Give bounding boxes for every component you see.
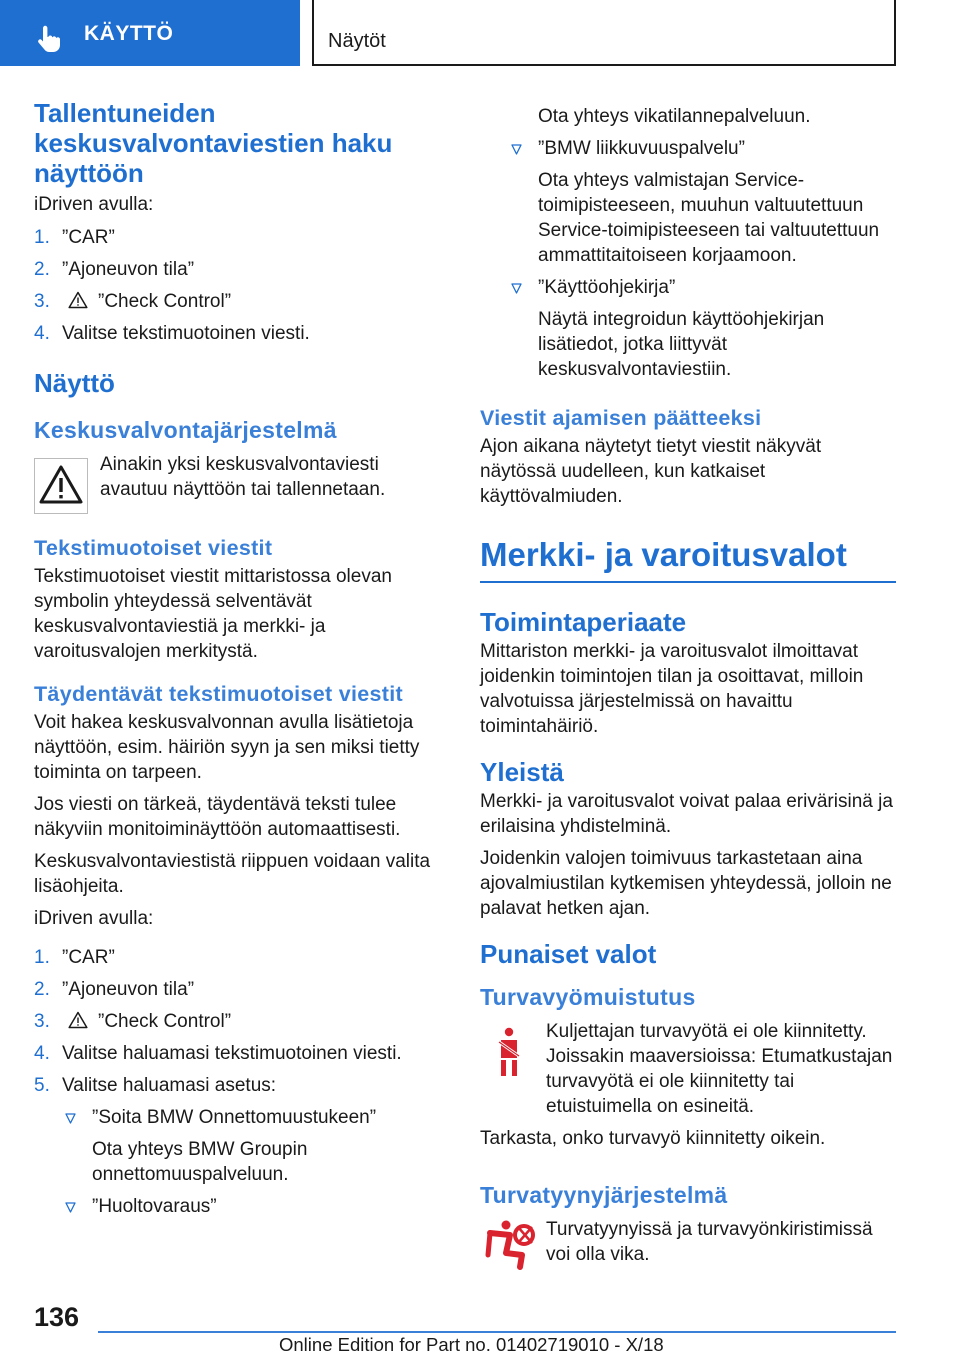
taydentavat-p3: Keskusvalvontaviestistä riippuen voidaan valita lisäohjeita. <box>34 851 431 897</box>
list-item: 3. ”Check Control” <box>34 1011 232 1032</box>
triangle-bullet-icon <box>511 144 522 155</box>
chapter-heading-merkki: Merkki- ja varoitusvalot <box>480 535 896 583</box>
yleista-p2: Joidenkin valojen toimivuus tarkastetaan aina ajovalmiustilan kytkemisen yhteydessä, jolloin ne palavat hetken ajan. <box>480 848 892 919</box>
toimintaperiaate-text: Mittariston merkki- ja varoitusvalot ilmoittavat joidenkin toimintojen tilan ja osoittavat, milloin valvotuissa järjestelmissä on havaittu toimintahäiriö. <box>480 641 864 737</box>
heading-naytto: Näyttö <box>34 368 115 398</box>
viestit-text: Ajon aikana näytetyt tietyt viestit näkyvät näytössä uudelleen, kun katkaiset käyttövalmiuden. <box>480 436 822 507</box>
section-tab-label: Näytöt <box>328 30 386 52</box>
turvavyo-text: Kuljettajan turvavyötä ei ole kiinnitetty. Joissakin maaversioissa: Etumatkustajan turvavyötä ei ole kiinnitetty tai etuistuimella on esineitä. <box>546 1021 893 1117</box>
triangle-bullet-icon <box>65 1113 76 1124</box>
options-list <box>34 1194 448 1219</box>
list-item: 2. ”Ajoneuvon tila” <box>34 259 195 280</box>
turvatyyny-row <box>480 1217 896 1281</box>
option-text: Ota yhteys BMW Groupin onnettomuuspalveluun. <box>92 1139 308 1185</box>
list-item: 4. Valitse haluamasi tekstimuotoinen viesti. <box>34 1043 402 1064</box>
list-item: ”BMW liikkuvuuspalvelu” <box>480 136 896 161</box>
heading-tallentuneiden: Tallentuneiden keskusvalvontaviestien haku näyttöön <box>34 98 393 188</box>
chapter-tab-label: KÄYTTÖ <box>84 22 174 45</box>
taydentavat-p4: iDriven avulla: <box>34 908 154 929</box>
heading-taydentavat: Täydentävät tekstimuotoiset viestit <box>34 682 403 706</box>
triangle-bullet-icon <box>65 1202 76 1213</box>
heading-punaiset: Punaiset valot <box>480 939 657 969</box>
heading-keskusvalvonta: Keskusvalvontajärjestelmä <box>34 417 337 443</box>
list-item: ”Huoltovaraus” <box>34 1194 448 1219</box>
option-text: Ota yhteys vikatilannepalveluun. <box>538 106 811 127</box>
keskus-text: Ainakin yksi keskusvalvontaviesti avautuu näyttöön tai tallennetaan. <box>100 454 386 500</box>
turvavyo-row <box>480 1019 896 1119</box>
heading-viestit: Viestit ajamisen päätteeksi <box>480 406 762 430</box>
list-item: ”Käyttöohjekirja” <box>480 275 896 300</box>
list-item: 4. Valitse tekstimuotoinen viesti. <box>34 323 310 344</box>
heading-turvatyyny: Turvatyynyjärjestelmä <box>480 1182 728 1208</box>
keskus-row <box>34 452 448 522</box>
warning-triangle-icon <box>68 1011 88 1029</box>
option-text: Näytä integroidun käyttöohjekirjan lisätiedot, jotka liittyvät keskusvalvontaviestiin. <box>538 309 825 380</box>
steps-list-2 <box>34 945 448 1098</box>
airbag-icon <box>482 1219 536 1275</box>
list-item: 1. ”CAR” <box>34 227 115 248</box>
taydentavat-p1: Voit hakea keskusvalvonnan avulla lisätietoja näyttöön, esim. häiriön syyn ja sen miksi tietty toiminta on tarpeen. <box>34 712 420 783</box>
list-item: 2. ”Ajoneuvon tila” <box>34 979 195 1000</box>
steps-list-1 <box>34 225 448 346</box>
options-list <box>480 136 896 161</box>
left-column <box>34 98 448 1226</box>
warning-triangle-icon <box>34 458 88 514</box>
tekstimuotoiset-text: Tekstimuotoiset viestit mittaristossa olevan symbolin yhteydessä selventävät keskusvalvontaviestiä ja merkki- ja varoitusvalojen merkitystä. <box>34 566 392 662</box>
intro-idrive: iDriven avulla: <box>34 194 154 215</box>
options-list <box>34 1105 448 1130</box>
option-text: Ota yhteys valmistajan Service-toimipisteeseen, muuhun valtuutettuun Service-toimipisteeseen tai valtuutettuun ammattitaitoiseen korjaamoon. <box>538 170 880 266</box>
chapter-tab-kaytto[interactable] <box>0 0 300 66</box>
list-item: ”Soita BMW Onnettomuustukeen” <box>34 1105 448 1130</box>
options-list <box>480 275 896 300</box>
heading-toimintaperiaate: Toimintaperiaate <box>480 607 687 637</box>
page-number: 136 <box>34 1302 80 1332</box>
seatbelt-icon <box>490 1027 530 1079</box>
footer-divider <box>98 1331 896 1333</box>
hand-pointer-icon <box>34 24 64 54</box>
taydentavat-p2: Jos viesti on tärkeä, täydentävä teksti tulee näkyviin monitoiminäyttöön automaattisesti. <box>34 794 401 840</box>
page-header <box>0 0 960 66</box>
list-item: 3. ”Check Control” <box>34 291 232 312</box>
right-column <box>480 104 896 1281</box>
section-tab-naytot[interactable] <box>312 0 896 66</box>
heading-tekstimuotoiset: Tekstimuotoiset viestit <box>34 536 273 560</box>
heading-turvavyo: Turvavyömuistutus <box>480 984 696 1010</box>
list-item: 1. ”CAR” <box>34 947 115 968</box>
heading-yleista: Yleistä <box>480 757 564 787</box>
turvavyo-p2: Tarkasta, onko turvavyö kiinnitetty oikein. <box>480 1128 826 1149</box>
warning-triangle-icon <box>68 291 88 309</box>
list-item: 5. Valitse haluamasi asetus: <box>34 1075 277 1096</box>
yleista-p1: Merkki- ja varoitusvalot voivat palaa erivärisinä ja erilaisina yhdistelminä. <box>480 791 893 837</box>
triangle-bullet-icon <box>511 283 522 294</box>
turvatyyny-text: Turvatyynyissä ja turvavyönkiristimissä voi olla vika. <box>546 1219 873 1265</box>
footer-edition: Online Edition for Part no. 01402719010 - X/18 <box>279 1334 664 1355</box>
